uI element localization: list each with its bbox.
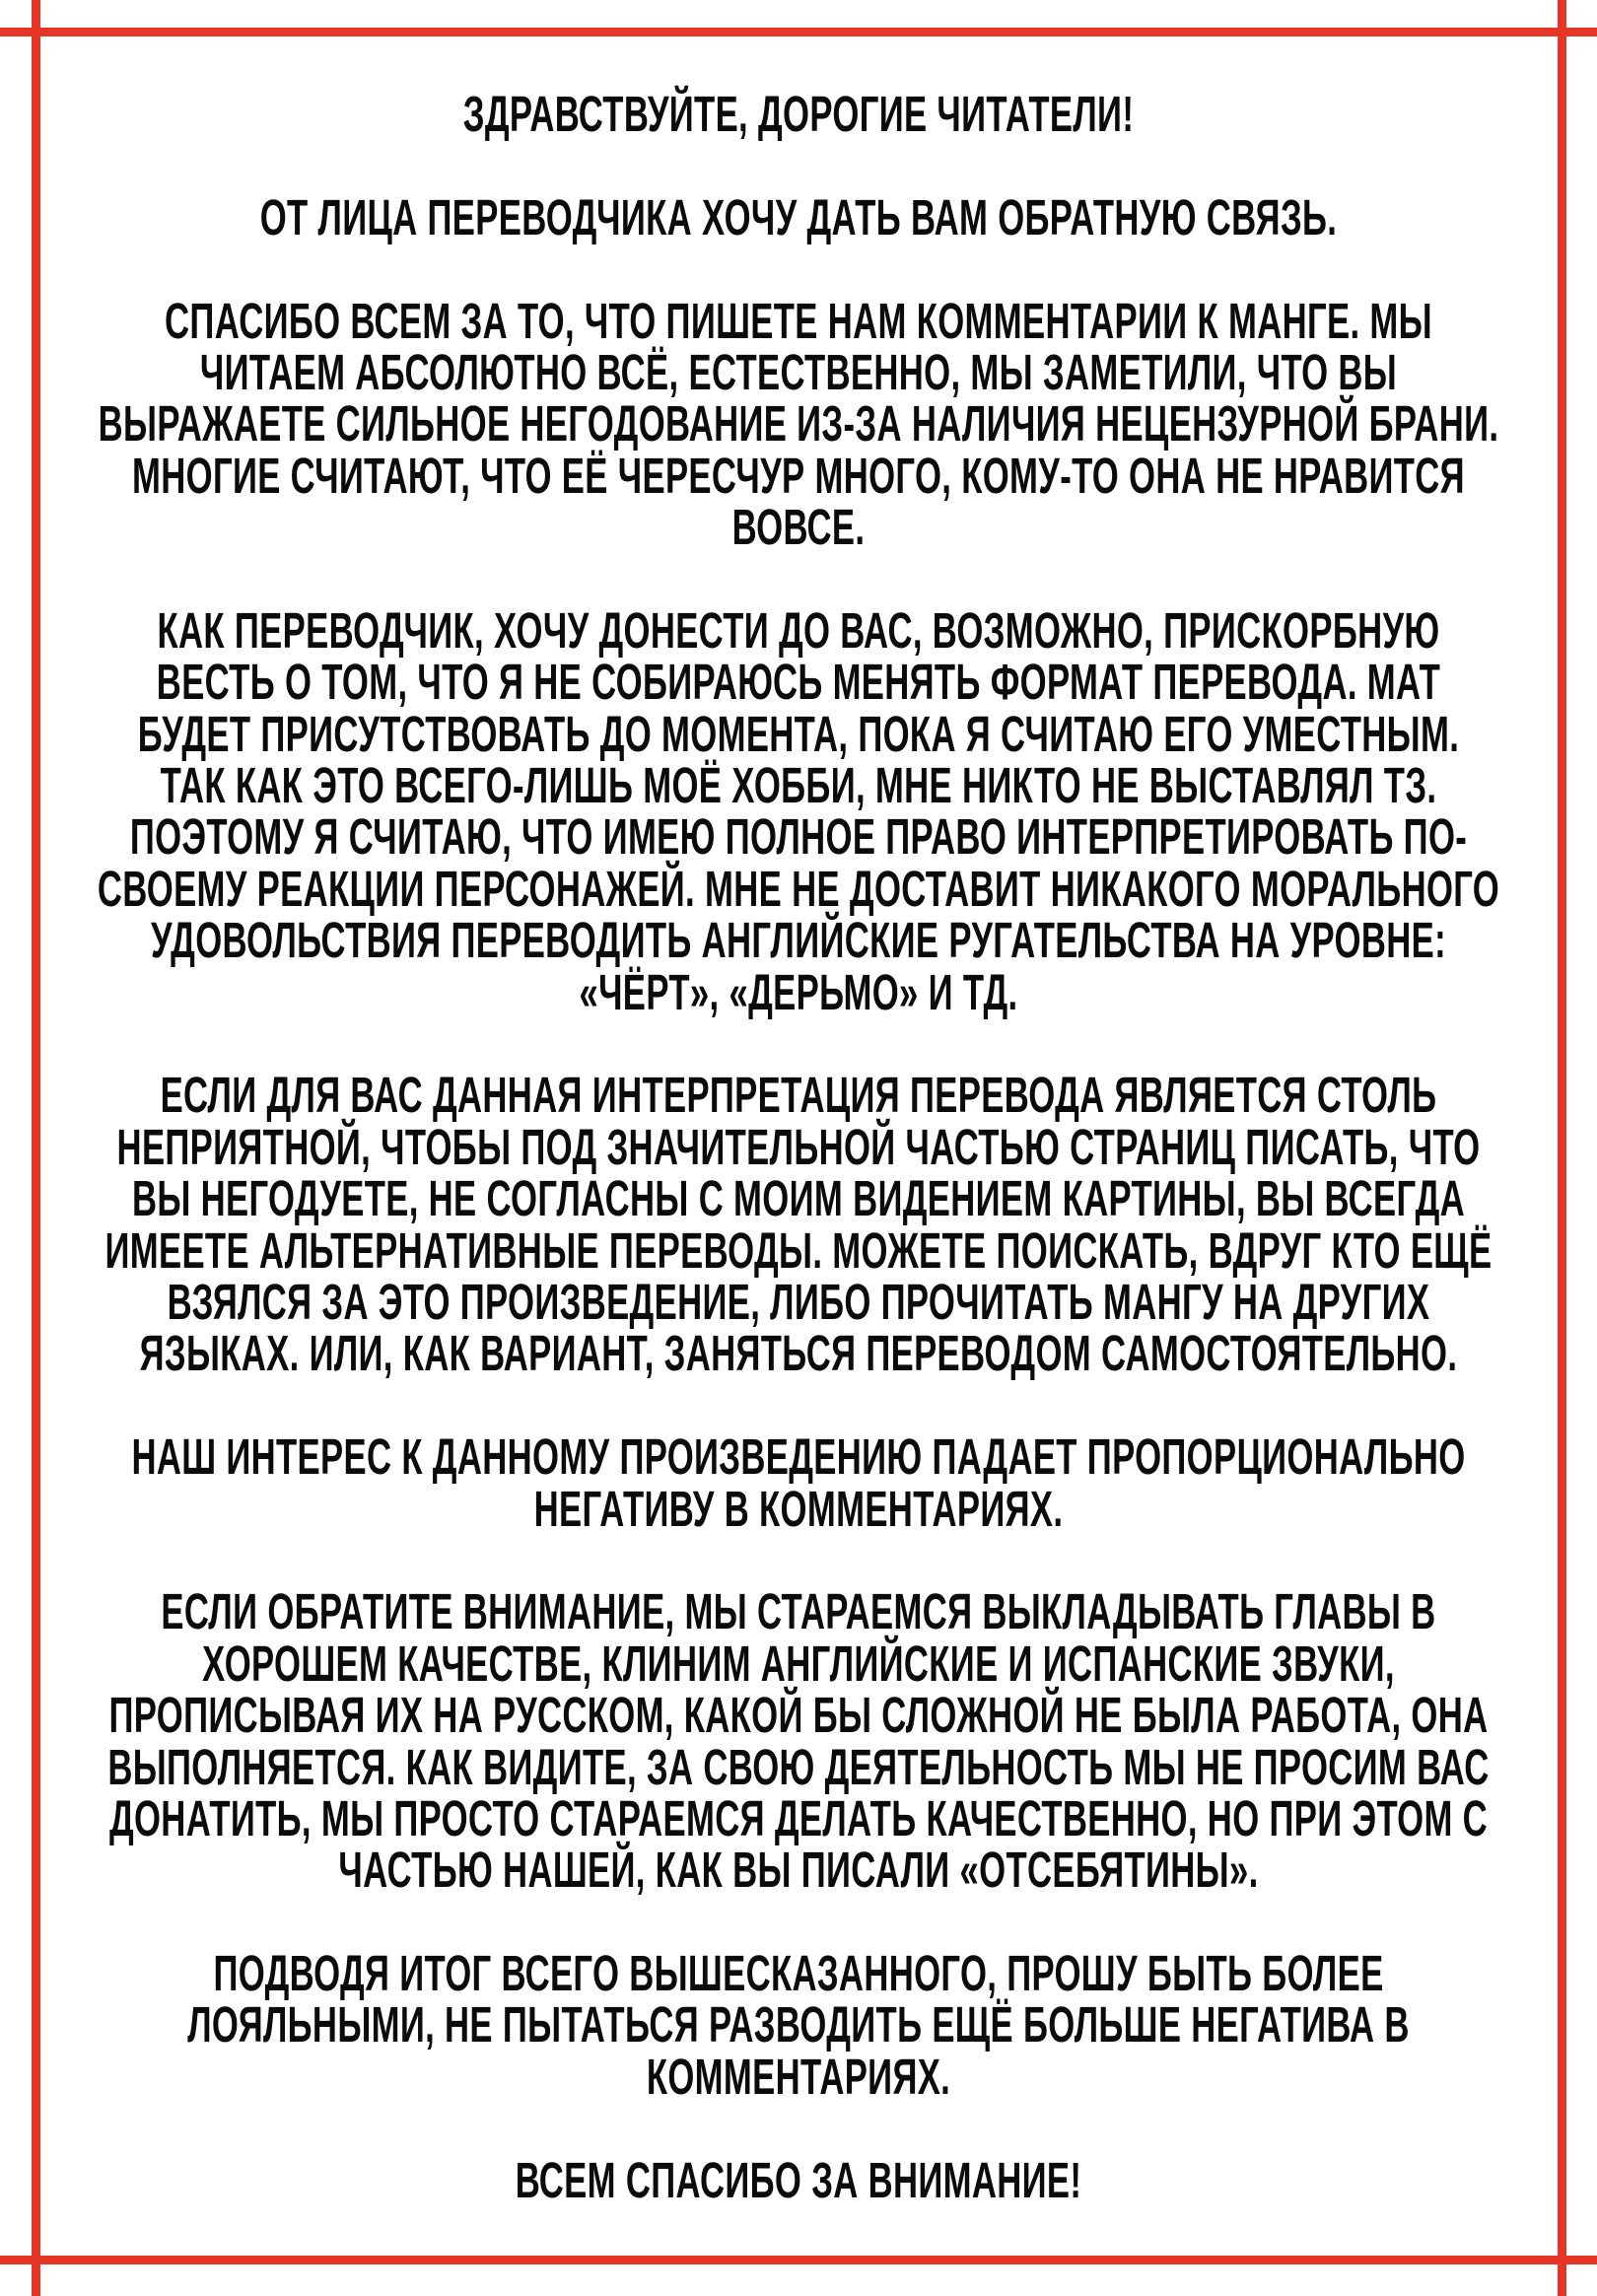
text-line: «ЧЁРТ», «ДЕРЬМО» И ТД.: [579, 963, 1018, 1020]
text-line: ВЕСТЬ О ТОМ, ЧТО Я НЕ СОБИРАЮСЬ МЕНЯТЬ ФОРМАТ ПЕРЕВОДА. МАТ: [156, 654, 1441, 711]
translator-letter: [0, 86, 1597, 2208]
paragraph-translation-format: [0, 601, 1597, 1020]
paragraph-alternatives: [0, 1067, 1597, 1382]
text-line: ЛОЯЛЬНЫМИ, НЕ ПЫТАТЬСЯ РАЗВОДИТЬ ЕЩЁ БОЛЬШЕ НЕГАТИВА В: [187, 1996, 1410, 2053]
paragraph-thanks: [0, 292, 1597, 556]
text-line: ДОНАТИТЬ, МЫ ПРОСТО СТАРАЕМСЯ ДЕЛАТЬ КАЧЕСТВЕННО, НО ПРИ ЭТОМ С: [108, 1789, 1489, 1846]
letter-closing-block: [0, 2151, 1597, 2208]
text-line: ВОВСЕ.: [731, 499, 866, 556]
frame-border-bottom: [0, 2256, 1597, 2264]
text-line: БУДЕТ ПРИСУТСТВОВАТЬ ДО МОМЕНТА, ПОКА Я СЧИТАЮ ЕГО УМЕСТНЫМ.: [137, 705, 1460, 762]
text-line: ВЗЯЛСЯ ЗА ЭТО ПРОИЗВЕДЕНИЕ, ЛИБО ПРОЧИТАТЬ МАНГУ НА ДРУГИХ: [167, 1273, 1430, 1330]
text-line: ЕСЛИ ДЛЯ ВАС ДАННАЯ ИНТЕРПРЕТАЦИЯ ПЕРЕВОДА ЯВЛЯЕТСЯ СТОЛЬ: [160, 1067, 1437, 1124]
text-line: НАШ ИНТЕРЕС К ДАННОМУ ПРОИЗВЕДЕНИЮ ПАДАЕТ ПРОПОРЦИОНАЛЬНО: [131, 1428, 1466, 1486]
text-line: ВЫ НЕГОДУЕТЕ, НЕ СОГЛАСНЫ С МОИМ ВИДЕНИЕМ КАРТИНЫ, ВЫ ВСЕГДА: [131, 1170, 1466, 1227]
text-line: ЯЗЫКАХ. ИЛИ, КАК ВАРИАНТ, ЗАНЯТЬСЯ ПЕРЕВОДОМ САМОСТОЯТЕЛЬНО.: [139, 1325, 1458, 1382]
text-line: ПОЭТОМУ Я СЧИТАЮ, ЧТО ИМЕЮ ПОЛНОЕ ПРАВО ИНТЕРПРЕТИРОВАТЬ ПО-: [129, 808, 1468, 866]
text-line: КАК ПЕРЕВОДЧИК, ХОЧУ ДОНЕСТИ ДО ВАС, ВОЗМОЖНО, ПРИСКОРБНУЮ: [157, 601, 1440, 659]
text-line: НЕГАТИВУ В КОММЕНТАРИЯХ.: [533, 1480, 1064, 1537]
text-line: МНОГИЕ СЧИТАЮТ, ЧТО ЕЁ ЧЕРЕСЧУР МНОГО, КОМУ-ТО ОНА НЕ НРАВИТСЯ: [132, 447, 1465, 504]
text-line: ОТ ЛИЦА ПЕРЕВОДЧИКА ХОЧУ ДАТЬ ВАМ ОБРАТНУЮ СВЯЗЬ.: [259, 188, 1338, 245]
text-line: ПРОПИСЫВАЯ ИХ НА РУССКОМ, КАКОЙ БЫ СЛОЖНОЙ НЕ БЫЛА РАБОТА, ОНА: [108, 1687, 1489, 1744]
text-line: ВЫРАЖАЕТЕ СИЛЬНОЕ НЕГОДОВАНИЕ ИЗ-ЗА НАЛИЧИЯ НЕЦЕНЗУРНОЙ БРАНИ.: [98, 395, 1499, 452]
text-line: НЕПРИЯТНОЙ, ЧТОБЫ ПОД ЗНАЧИТЕЛЬНОЙ ЧАСТЬЮ СТРАНИЦ ПИСАТЬ, ЧТО: [116, 1118, 1481, 1175]
text-line: СПАСИБО ВСЕМ ЗА ТО, ЧТО ПИШЕТЕ НАМ КОММЕНТАРИИ К МАНГЕ. МЫ: [165, 292, 1432, 349]
letter-greeting-block: [0, 86, 1597, 142]
paragraph-summary: [0, 1945, 1597, 2105]
letter-greeting: ЗДРАВСТВУЙТЕ, ДОРОГИЕ ЧИТАТЕЛИ!: [462, 86, 1135, 142]
text-line: ЧАСТЬЮ НАШЕЙ, КАК ВЫ ПИСАЛИ «ОТСЕБЯТИНЫ».: [338, 1842, 1259, 1899]
text-line: ЕСЛИ ОБРАТИТЕ ВНИМАНИЕ, МЫ СТАРАЕМСЯ ВЫКЛАДЫВАТЬ ГЛАВЫ В: [161, 1583, 1436, 1640]
paragraph-intro: [0, 188, 1597, 245]
frame-border-top: [0, 28, 1597, 36]
text-line: УДОВОЛЬСТВИЯ ПЕРЕВОДИТЬ АНГЛИЙСКИЕ РУГАТЕЛЬСТВА НА УРОВНЕ:: [150, 912, 1447, 969]
text-line: ВЫПОЛНЯЕТСЯ. КАК ВИДИТЕ, ЗА СВОЮ ДЕЯТЕЛЬНОСТЬ МЫ НЕ ПРОСИМ ВАС: [107, 1738, 1490, 1795]
text-line: ИМЕЕТЕ АЛЬТЕРНАТИВНЫЕ ПЕРЕВОДЫ. МОЖЕТЕ ПОИСКАТЬ, ВДРУГ КТО ЕЩЁ: [104, 1221, 1493, 1279]
text-line: ТАК КАК ЭТО ВСЕГО-ЛИШЬ МОЁ ХОББИ, МНЕ НИКТО НЕ ВЫСТАВЛЯЛ ТЗ.: [160, 757, 1437, 814]
text-line: ПОДВОДЯ ИТОГ ВСЕГО ВЫШЕСКАЗАННОГО, ПРОШУ БЫТЬ БОЛЕЕ: [213, 1945, 1384, 2002]
text-line: ХОРОШЕМ КАЧЕСТВЕ, КЛИНИМ АНГЛИЙСКИЕ И ИСПАНСКИЕ ЗВУКИ,: [202, 1635, 1395, 1692]
text-line: КОММЕНТАРИЯХ.: [646, 2048, 951, 2105]
text-line: СВОЕМУ РЕАКЦИИ ПЕРСОНАЖЕЙ. МНЕ НЕ ДОСТАВИТ НИКАКОГО МОРАЛЬНОГО: [97, 860, 1500, 917]
letter-closing: ВСЕМ СПАСИБО ЗА ВНИМАНИЕ!: [515, 2151, 1082, 2208]
paragraph-quality: [0, 1583, 1597, 1899]
text-line: ЧИТАЕМ АБСОЛЮТНО ВСЁ, ЕСТЕСТВЕННО, МЫ ЗАМЕТИЛИ, ЧТО ВЫ: [199, 343, 1398, 400]
paragraph-interest: [0, 1428, 1597, 1537]
